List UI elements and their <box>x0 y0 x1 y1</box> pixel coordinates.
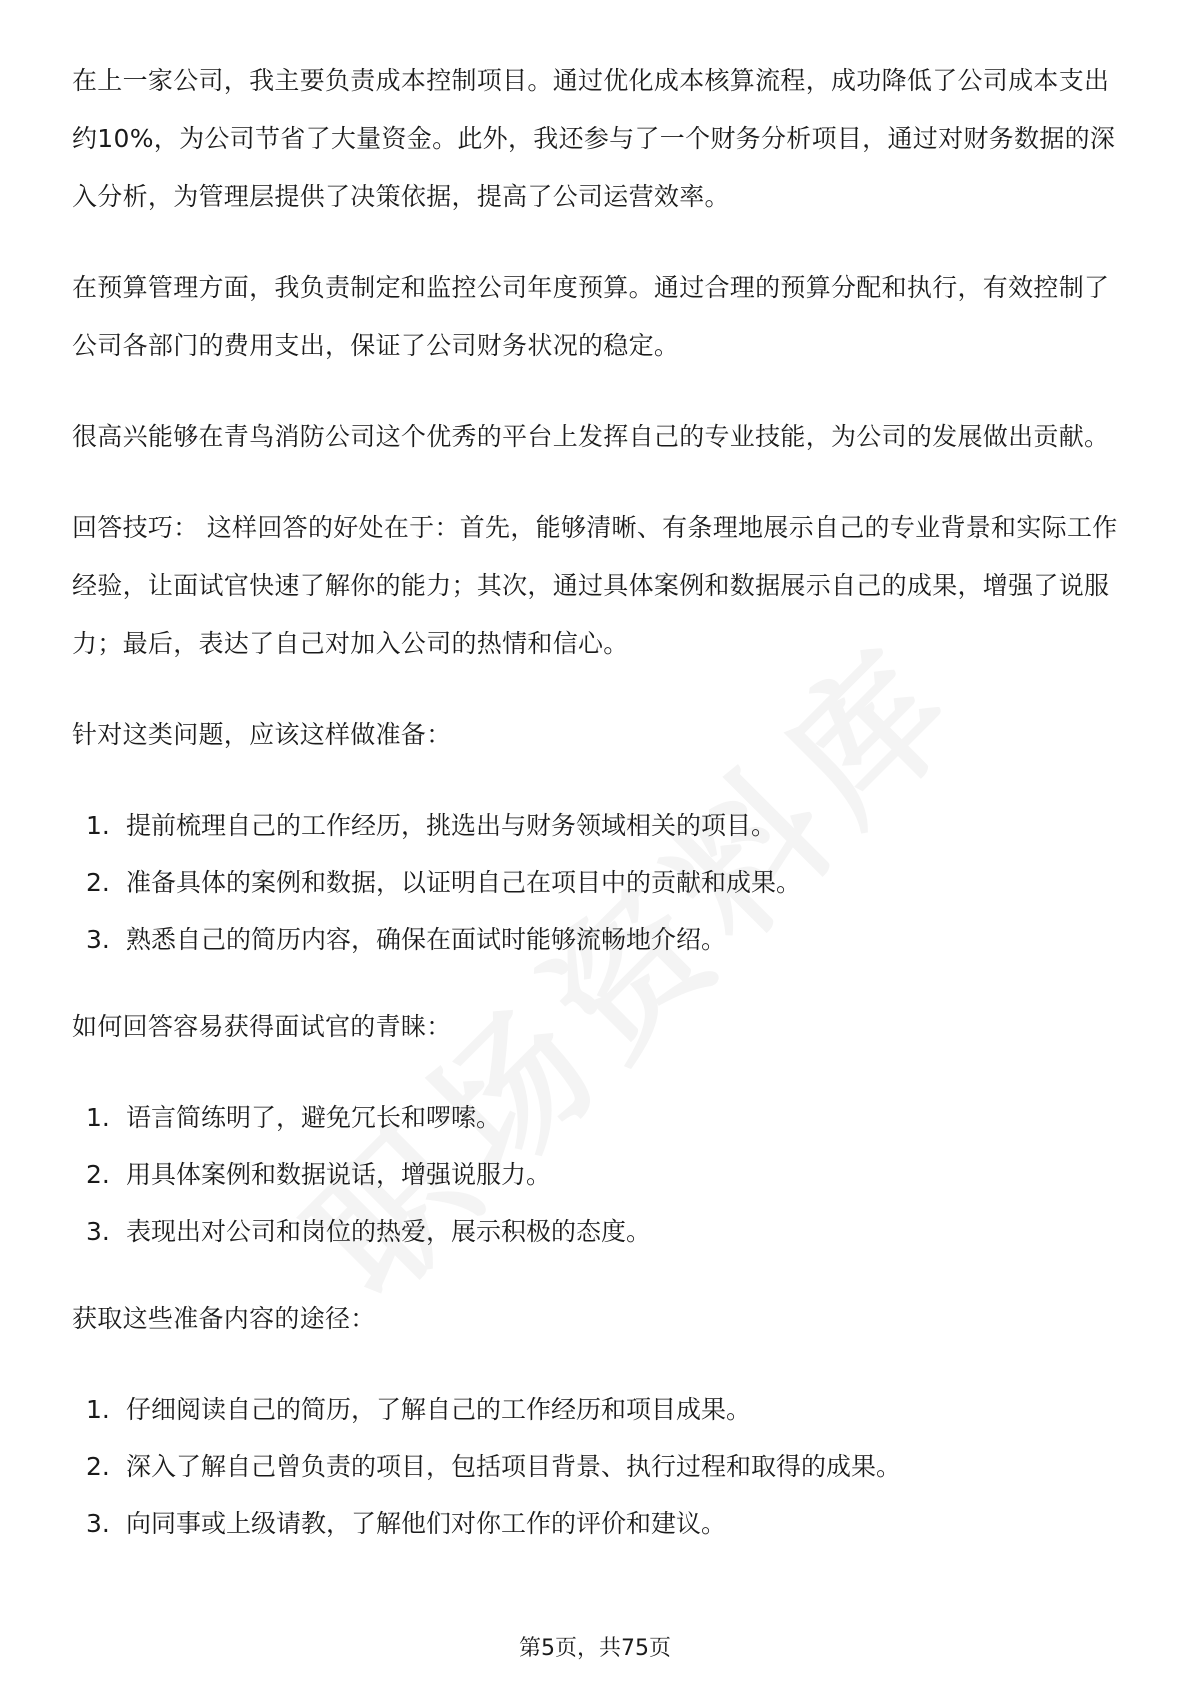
list-item <box>72 1495 1122 1552</box>
paragraph-closing: 很高兴能够在青鸟消防公司这个优秀的平台上发挥自己的专业技能，为公司的发展做出贡献。 <box>72 422 1110 451</box>
document-body <box>72 52 1122 1582</box>
list-number: 3. <box>86 925 110 954</box>
list-sources <box>72 1381 1122 1552</box>
list-number: 3. <box>86 1509 110 1538</box>
list-preparation <box>72 797 1122 968</box>
paragraph-experience: 在上一家公司，我主要负责成本控制项目。通过优化成本核算流程，成功降低了公司成本支出约10%，为公司节省了大量资金。此外，我还参与了一个财务分析项目，通过对财务数据的深入分析，为管理层提供了决策依据，提高了公司运营效率。 <box>72 66 1116 211</box>
list-number: 1. <box>86 1103 110 1132</box>
heading-preparation: 针对这类问题，应该这样做准备： <box>72 720 452 749</box>
list-text: 仔细阅读自己的简历，了解自己的工作经历和项目成果。 <box>126 1395 752 1424</box>
list-text: 语言简练明了，避免冗长和啰嗦。 <box>126 1103 502 1132</box>
list-item <box>72 854 1122 911</box>
list-number: 2. <box>86 1452 110 1481</box>
list-number: 1. <box>86 811 110 840</box>
list-item <box>72 1089 1122 1146</box>
list-item <box>72 1203 1122 1260</box>
heading-favor: 如何回答容易获得面试官的青睐： <box>72 1012 452 1041</box>
list-item <box>72 797 1122 854</box>
paragraph-answer-tips: 回答技巧： 这样回答的好处在于：首先，能够清晰、有条理地展示自己的专业背景和实际工作经验，让面试官快速了解你的能力；其次，通过具体案例和数据展示自己的成果，增强了说服力；最后，表达了自己对加入公司的热情和信心。 <box>72 513 1118 658</box>
list-text: 向同事或上级请教，了解他们对你工作的评价和建议。 <box>126 1509 727 1538</box>
heading-sources: 获取这些准备内容的途径： <box>72 1304 376 1333</box>
list-text: 准备具体的案例和数据，以证明自己在项目中的贡献和成果。 <box>126 868 802 897</box>
paragraph-budget: 在预算管理方面，我负责制定和监控公司年度预算。通过合理的预算分配和执行，有效控制了公司各部门的费用支出，保证了公司财务状况的稳定。 <box>72 273 1110 360</box>
list-number: 2. <box>86 868 110 897</box>
list-number: 3. <box>86 1217 110 1246</box>
list-favor <box>72 1089 1122 1260</box>
list-item <box>72 911 1122 968</box>
list-item <box>72 1438 1122 1495</box>
list-text: 表现出对公司和岗位的热爱，展示积极的态度。 <box>126 1217 652 1246</box>
list-text: 深入了解自己曾负责的项目，包括项目背景、执行过程和取得的成果。 <box>126 1452 902 1481</box>
list-text: 熟悉自己的简历内容，确保在面试时能够流畅地介绍。 <box>126 925 727 954</box>
list-item <box>72 1146 1122 1203</box>
list-text: 用具体案例和数据说话，增强说服力。 <box>126 1160 552 1189</box>
page-number: 第5页，共75页 <box>519 1636 671 1661</box>
list-number: 1. <box>86 1395 110 1424</box>
list-text: 提前梳理自己的工作经历，挑选出与财务领域相关的项目。 <box>126 811 777 840</box>
list-item <box>72 1381 1122 1438</box>
list-number: 2. <box>86 1160 110 1189</box>
